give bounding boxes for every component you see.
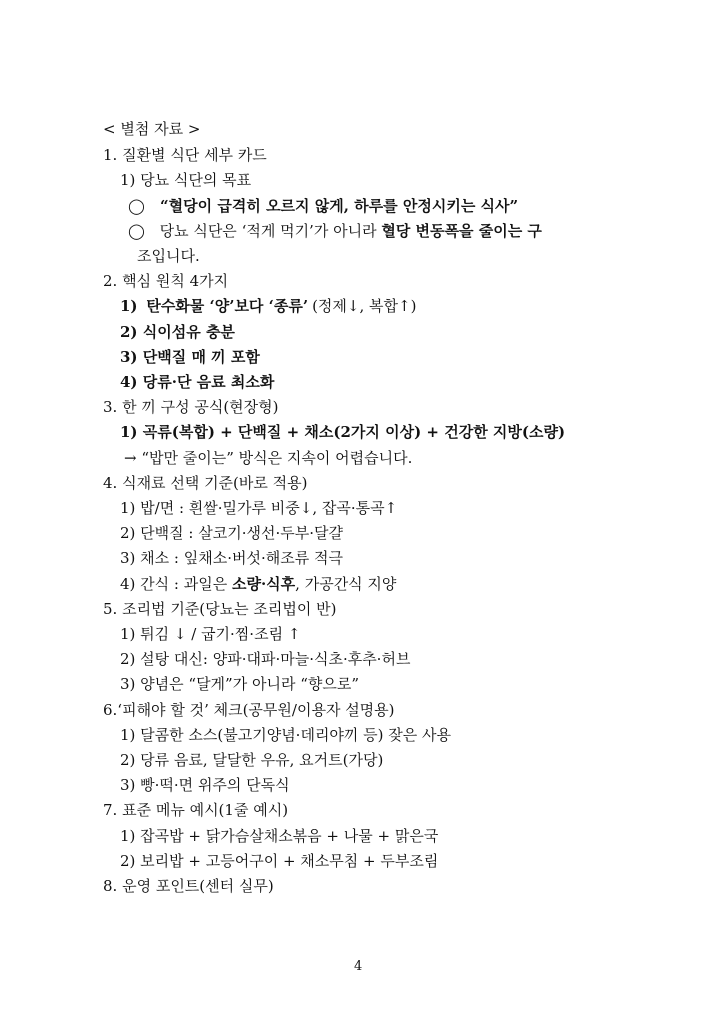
ingredient-1: 1) 밥/면 : 흰쌀·밀가루 비중↓, 잡곡·통곡↑ (120, 499, 398, 517)
goal-bullet-2-text: 당뇨 식단은 ‘적게 먹기’가 아니라 (159, 222, 382, 240)
section-7-heading: 7. 표준 메뉴 예시(1줄 예시) (103, 801, 289, 819)
circle-bullet-icon: ◯ (128, 222, 145, 240)
section-8-heading: 8. 운영 포인트(센터 실무) (103, 877, 274, 895)
circle-bullet-icon: ◯ (128, 197, 145, 215)
cooking-3: 3) 양념은 “달게”가 아니라 “향으로” (120, 675, 360, 693)
section-1-heading: 1. 질환별 식단 세부 카드 (103, 146, 267, 164)
page-number: 4 (354, 959, 363, 974)
avoid-3: 3) 빵·떡·면 위주의 단독식 (120, 776, 290, 794)
ingredient-4 (120, 574, 396, 594)
cooking-1: 1) 튀김 ↓ / 굽기·찜·조림 ↑ (120, 625, 301, 643)
principle-1-note: (정제↓, 복합↑) (312, 297, 417, 315)
section-6-heading: 6.‘피해야 할 것’ 체크(공무원/이용자 설명용) (103, 701, 395, 719)
ingredient-4-tail: , 가공간식 지양 (295, 575, 397, 593)
ingredient-4-text: 4) 간식 : 과일은 (120, 575, 232, 593)
goal-bullet-2-continuation: 조입니다. (137, 247, 200, 265)
goal-bullet-1-text: “혈당이 급격히 오르지 않게, 하루를 안정시키는 식사” (160, 197, 519, 215)
ingredient-4-emphasis: 소량·식후 (231, 575, 296, 593)
section-2-heading: 2. 핵심 원칙 4가지 (103, 272, 229, 290)
principle-3: 3) 단백질 매 끼 포함 (120, 348, 260, 366)
meal-formula: 1) 곡류(복합) + 단백질 + 채소(2가지 이상) + 건강한 지방(소량) (120, 423, 566, 441)
section-4-heading: 4. 식재료 선택 기준(바로 적용) (103, 474, 308, 492)
principle-1-text: 탄수화물 ‘양’보다 ‘종류’ (146, 297, 309, 315)
ingredient-3: 3) 채소 : 잎채소·버섯·해조류 적극 (120, 549, 343, 567)
avoid-2: 2) 당류 음료, 달달한 우유, 요거트(가당) (120, 751, 384, 769)
cooking-2: 2) 설탕 대신: 양파·대파·마늘·식초·후추·허브 (120, 650, 411, 668)
menu-example-1: 1) 잡곡밥 + 닭가슴살채소볶음 + 나물 + 맑은국 (120, 827, 439, 845)
item-1-1: 1) 당뇨 식단의 목표 (120, 171, 252, 189)
principle-4: 4) 당류·단 음료 최소화 (120, 373, 275, 391)
principle-1-number: 1) (120, 297, 138, 315)
goal-bullet-1 (128, 196, 648, 216)
goal-bullet-2-emphasis: 혈당 변동폭을 줄이는 구 (381, 222, 542, 240)
ingredient-2: 2) 단백질 : 살코기·생선·두부·달걀 (120, 524, 343, 542)
avoid-1: 1) 달콤한 소스(불고기양념·데리야끼 등) 잦은 사용 (120, 726, 452, 744)
section-3-heading: 3. 한 끼 구성 공식(현장형) (103, 398, 279, 416)
meal-formula-note: → “밥만 줄이는” 방식은 지속이 어렵습니다. (124, 449, 413, 467)
menu-example-2: 2) 보리밥 + 고등어구이 + 채소무침 + 두부조림 (120, 852, 439, 870)
attachment-heading: < 별첨 자료 > (103, 120, 201, 138)
principle-1 (120, 296, 416, 316)
principle-2: 2) 식이섬유 충분 (120, 323, 235, 341)
section-5-heading: 5. 조리법 기준(당뇨는 조리법이 반) (103, 600, 337, 618)
goal-bullet-2 (128, 221, 542, 241)
